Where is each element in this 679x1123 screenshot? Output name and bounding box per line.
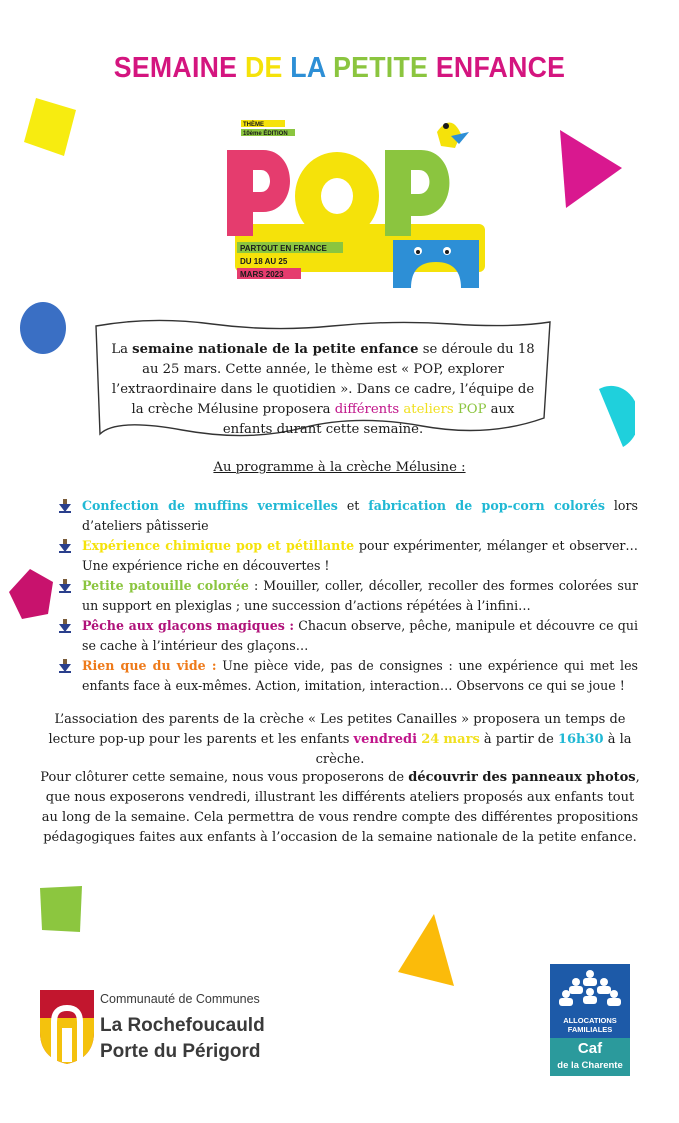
- association-date-day: 24: [421, 732, 440, 747]
- pop-theme-label: THÈME: [243, 122, 264, 128]
- pop-tag-partout: PARTOUT EN FRANCE: [240, 244, 327, 253]
- association-text-1: L’association des parents de la crèche « Les petites Canailles » proposera un temps de lecture pop-up pour les parents et les enfants: [48, 712, 626, 747]
- program-heading: Au programme à la crèche Mélusine :: [213, 460, 466, 475]
- activity-connector: et: [337, 498, 369, 513]
- magenta-triangle-shape: [556, 128, 626, 210]
- activity-desc: : Mouiller, coller, décoller, recoller des formes colorées sur un support en plexiglas ; une succession d’actions répétées à l’infini…: [82, 578, 638, 613]
- association-time: 16h30: [557, 732, 604, 747]
- activity-title-muffins: Confection de muffins vermicelles: [82, 498, 338, 513]
- caf-allocations-label: ALLOCATIONS FAMILIALES: [563, 1016, 617, 1034]
- closing-text-2: , que nous exposerons vendredi, illustrant les différents ateliers proposés aux enfants tout au long de la semaine. Cela permettra de vous rendre compte des différentes propositions pédagogiques faites aux enfants à l’occasion de la semaine nationale de la petite enfance.: [41, 770, 640, 845]
- activity-desc: pour expérimenter, mélanger et observer… Une expérience riche en découvertes !: [82, 538, 639, 573]
- arrow-down-icon: [58, 619, 72, 633]
- intro-text-1: La: [111, 342, 133, 357]
- activity-title-glacons: Pêche aux glaçons magiques :: [82, 618, 295, 633]
- intro-word-pop: POP: [457, 402, 487, 417]
- title-word-5: ENFANCE: [435, 52, 566, 84]
- arrow-down-icon: [58, 579, 72, 593]
- closing-paragraph: [36, 768, 644, 848]
- intro-bold: semaine nationale de la petite enfance: [132, 342, 419, 357]
- activity-item: [58, 656, 638, 696]
- intro-text-3: aux enfants durant cette semaine.: [222, 402, 515, 437]
- magenta-pentagon-shape: [6, 566, 56, 622]
- pop-tag-year: MARS 2023: [240, 270, 284, 279]
- activity-title-popcorn: fabrication de pop-corn colorés: [368, 498, 605, 513]
- closing-bold: découvrir des panneaux photos: [408, 770, 636, 785]
- intro-text-2: se déroule du 18 au 25 mars. Cette année, le thème est « POP, explorer l’extraordinaire dans le quotidien ». Dans ce cadre, l’équipe de la crèche Mélusine proposera: [111, 342, 535, 417]
- communaute-name-line1: La Rochefoucauld: [100, 1015, 265, 1036]
- caf-name: Caf: [577, 1040, 603, 1057]
- activity-item: [58, 496, 638, 536]
- arrow-down-icon: [58, 659, 72, 673]
- intro-word-differents: différents: [334, 402, 400, 417]
- activity-desc: Une pièce vide, pas de consignes : une expérience qui met les enfants face à eux-mêmes. Action, imitation, interaction… Observons ce qui se joue !: [82, 658, 638, 693]
- activity-desc: lors d’ateliers pâtisserie: [82, 498, 638, 533]
- association-text-3: à la crèche.: [315, 732, 632, 767]
- orange-triangle-shape: [396, 912, 456, 990]
- arrow-down-icon: [58, 499, 72, 513]
- intro-word-ateliers: ateliers: [403, 402, 454, 417]
- pop-tag-dates: DU 18 AU 25: [240, 257, 288, 266]
- title-word-4: PETITE: [333, 52, 429, 84]
- activity-title-vide: Rien que du vide :: [82, 658, 217, 673]
- green-square-shape: [36, 884, 86, 936]
- intro-paragraph: [108, 340, 538, 440]
- pop-edition-label: 10ème ÉDITION: [243, 131, 288, 137]
- activity-title-experience: Expérience chimique pop et pétillante: [82, 538, 355, 553]
- arrow-down-icon: [58, 539, 72, 553]
- caf-region: de la Charente: [557, 1060, 623, 1071]
- association-text-2: à partir de: [479, 732, 558, 747]
- activity-desc: Chacun observe, pêche, manipule et découvre ce qui se cache à l’intérieur des glaçons…: [82, 618, 638, 653]
- title-word-1: SEMAINE: [113, 52, 238, 84]
- activities-list: [58, 496, 638, 696]
- activity-item: [58, 616, 638, 656]
- title-word-3: LA: [290, 52, 326, 84]
- cyan-half-circle-shape: [585, 385, 635, 455]
- pop-logo: [215, 112, 490, 292]
- activity-title-patouille: Petite patouille colorée: [82, 578, 249, 593]
- communaute-logo-emblem: [38, 988, 96, 1066]
- pop-letter-p2: [385, 150, 450, 236]
- page-title: [27, 52, 652, 85]
- association-paragraph: [40, 710, 640, 770]
- title-word-2: DE: [244, 52, 283, 84]
- pop-letter-p1: [227, 150, 290, 236]
- closing-text-1: Pour clôturer cette semaine, nous vous proposerons de: [40, 770, 409, 785]
- communaute-name-line2: Porte du Périgord: [100, 1041, 261, 1062]
- association-date-month: mars: [443, 732, 480, 747]
- association-day: vendredi: [353, 732, 418, 747]
- communaute-label: Communauté de Communes: [100, 992, 260, 1006]
- activity-item: [58, 536, 638, 576]
- yellow-square-shape: [22, 96, 78, 158]
- activity-item: [58, 576, 638, 616]
- blue-circle-shape: [18, 300, 68, 356]
